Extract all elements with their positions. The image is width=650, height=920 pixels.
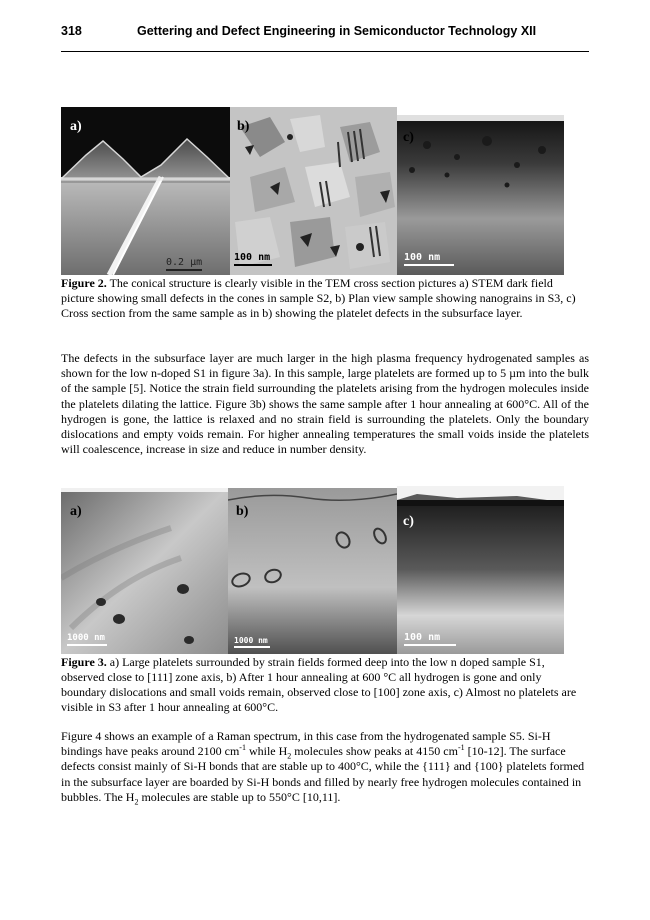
running-title: Gettering and Defect Engineering in Semiconductor Technology XII bbox=[137, 24, 537, 38]
header-rule bbox=[61, 51, 589, 52]
figure-2-panel-b-label: b) bbox=[237, 119, 250, 134]
figure-3-panel-c-image bbox=[397, 486, 564, 654]
figure-3-panel-a-label: a) bbox=[70, 504, 82, 519]
plan-view-nanograins-image bbox=[230, 107, 397, 275]
figure-2-panel-b-image bbox=[230, 107, 397, 275]
figure-2-panel-a-scale-bar: 0.2 µm bbox=[166, 257, 202, 271]
figure-3-panel-b-image bbox=[228, 488, 397, 654]
body-paragraph-1: The defects in the subsurface layer are much larger in the high plasma frequency hydrogenated samples as shown for the low n-doped S1 in figure 3a). In this sample, large platelets are formed up to 5 µm into the bulk of the sample [5]. Notice the strain field surrounding the platelets arising from the hydrogen molecules inside the platelets dilating the lattice. Figure 3b) shows the same sample after 1 hour annealing at 600°C. All of the hydrogen is gone, the lattice is relaxed and no strain field is surrounding the platelets. Only the boundary dislocations and empty voids remain. For higher annealing temperatures the small voids inside the platelets will coalescence, increase in size and reduce in number density. bbox=[61, 351, 589, 457]
figure-3-panel-a-image bbox=[61, 488, 228, 654]
annealed-platelets-image bbox=[228, 488, 397, 654]
figure-2-caption-label: Figure 2. bbox=[61, 276, 107, 290]
figure-3-panel-b-label: b) bbox=[236, 504, 249, 519]
figure-3-caption bbox=[61, 655, 589, 715]
running-header bbox=[61, 24, 589, 44]
page-number: 318 bbox=[61, 24, 82, 38]
figure-3-panel-c-scale-bar: 100 nm bbox=[404, 632, 456, 646]
figure-3-panel-b-scale-bar: 1000 nm bbox=[234, 636, 270, 648]
figure-3-caption-label: Figure 3. bbox=[61, 655, 107, 669]
figure-2-panel-a-label: a) bbox=[70, 119, 82, 134]
figure-2-panel-c-label: c) bbox=[403, 130, 414, 145]
figure-3-caption-text: a) Large platelets surrounded by strain fields formed deep into the low n doped sample S1, observed close to [111] zone axis, b) After 1 hour annealing at 600 °C all hydrogen is gone and only boundary dislocations and small voids remain, observed close to [100] zone axis, c) Almost no platelets are visible in S3 after 1 hour annealing at 600°C. bbox=[61, 655, 577, 714]
figure-2-panel-c-image bbox=[397, 115, 564, 275]
figure-2-caption bbox=[61, 276, 589, 321]
cross-section-platelets-image bbox=[397, 115, 564, 275]
figure-2-panel-c-scale-bar: 100 nm bbox=[404, 252, 454, 266]
figure-2-caption-text: The conical structure is clearly visible in the TEM cross section pictures a) STEM dark field picture showing small defects in the cones in sample S2, b) Plan view sample showing nanograins in S3, c) Cross section from the same sample as in b) showing the platelet defects in the subsurface layer. bbox=[61, 276, 576, 320]
figure-3-panel-a-scale-bar: 1000 nm bbox=[67, 633, 107, 646]
stem-dark-field-image bbox=[61, 107, 230, 275]
large-platelets-strain-image bbox=[61, 488, 228, 654]
figure-2-panel-a-image bbox=[61, 107, 230, 275]
figure-2-panel-b-scale-bar: 100 nm bbox=[234, 252, 272, 266]
figure-3-panel-c-label: c) bbox=[403, 514, 414, 529]
body-paragraph-2: Figure 4 shows an example of a Raman spectrum, in this case from the hydrogenated sample S5. Si-H bindings have peaks around 2100 $cm^{-1}$ while $H_2$ molecules show peaks at 4150 $cm^{-1}$ [10-12]. The surface defects consist mainly of Si-H bonds that are stable up to 400°C, while the {111} and {100} platelets formed in the subsurface layer are boarded by Si-H bonds and filled by nearly free hydrogen molecules contained in bubbles. The $H_2$ molecules are stable up to 550°C [10,11]. bbox=[61, 729, 585, 807]
s3-annealed-cross-section-image bbox=[397, 486, 564, 654]
